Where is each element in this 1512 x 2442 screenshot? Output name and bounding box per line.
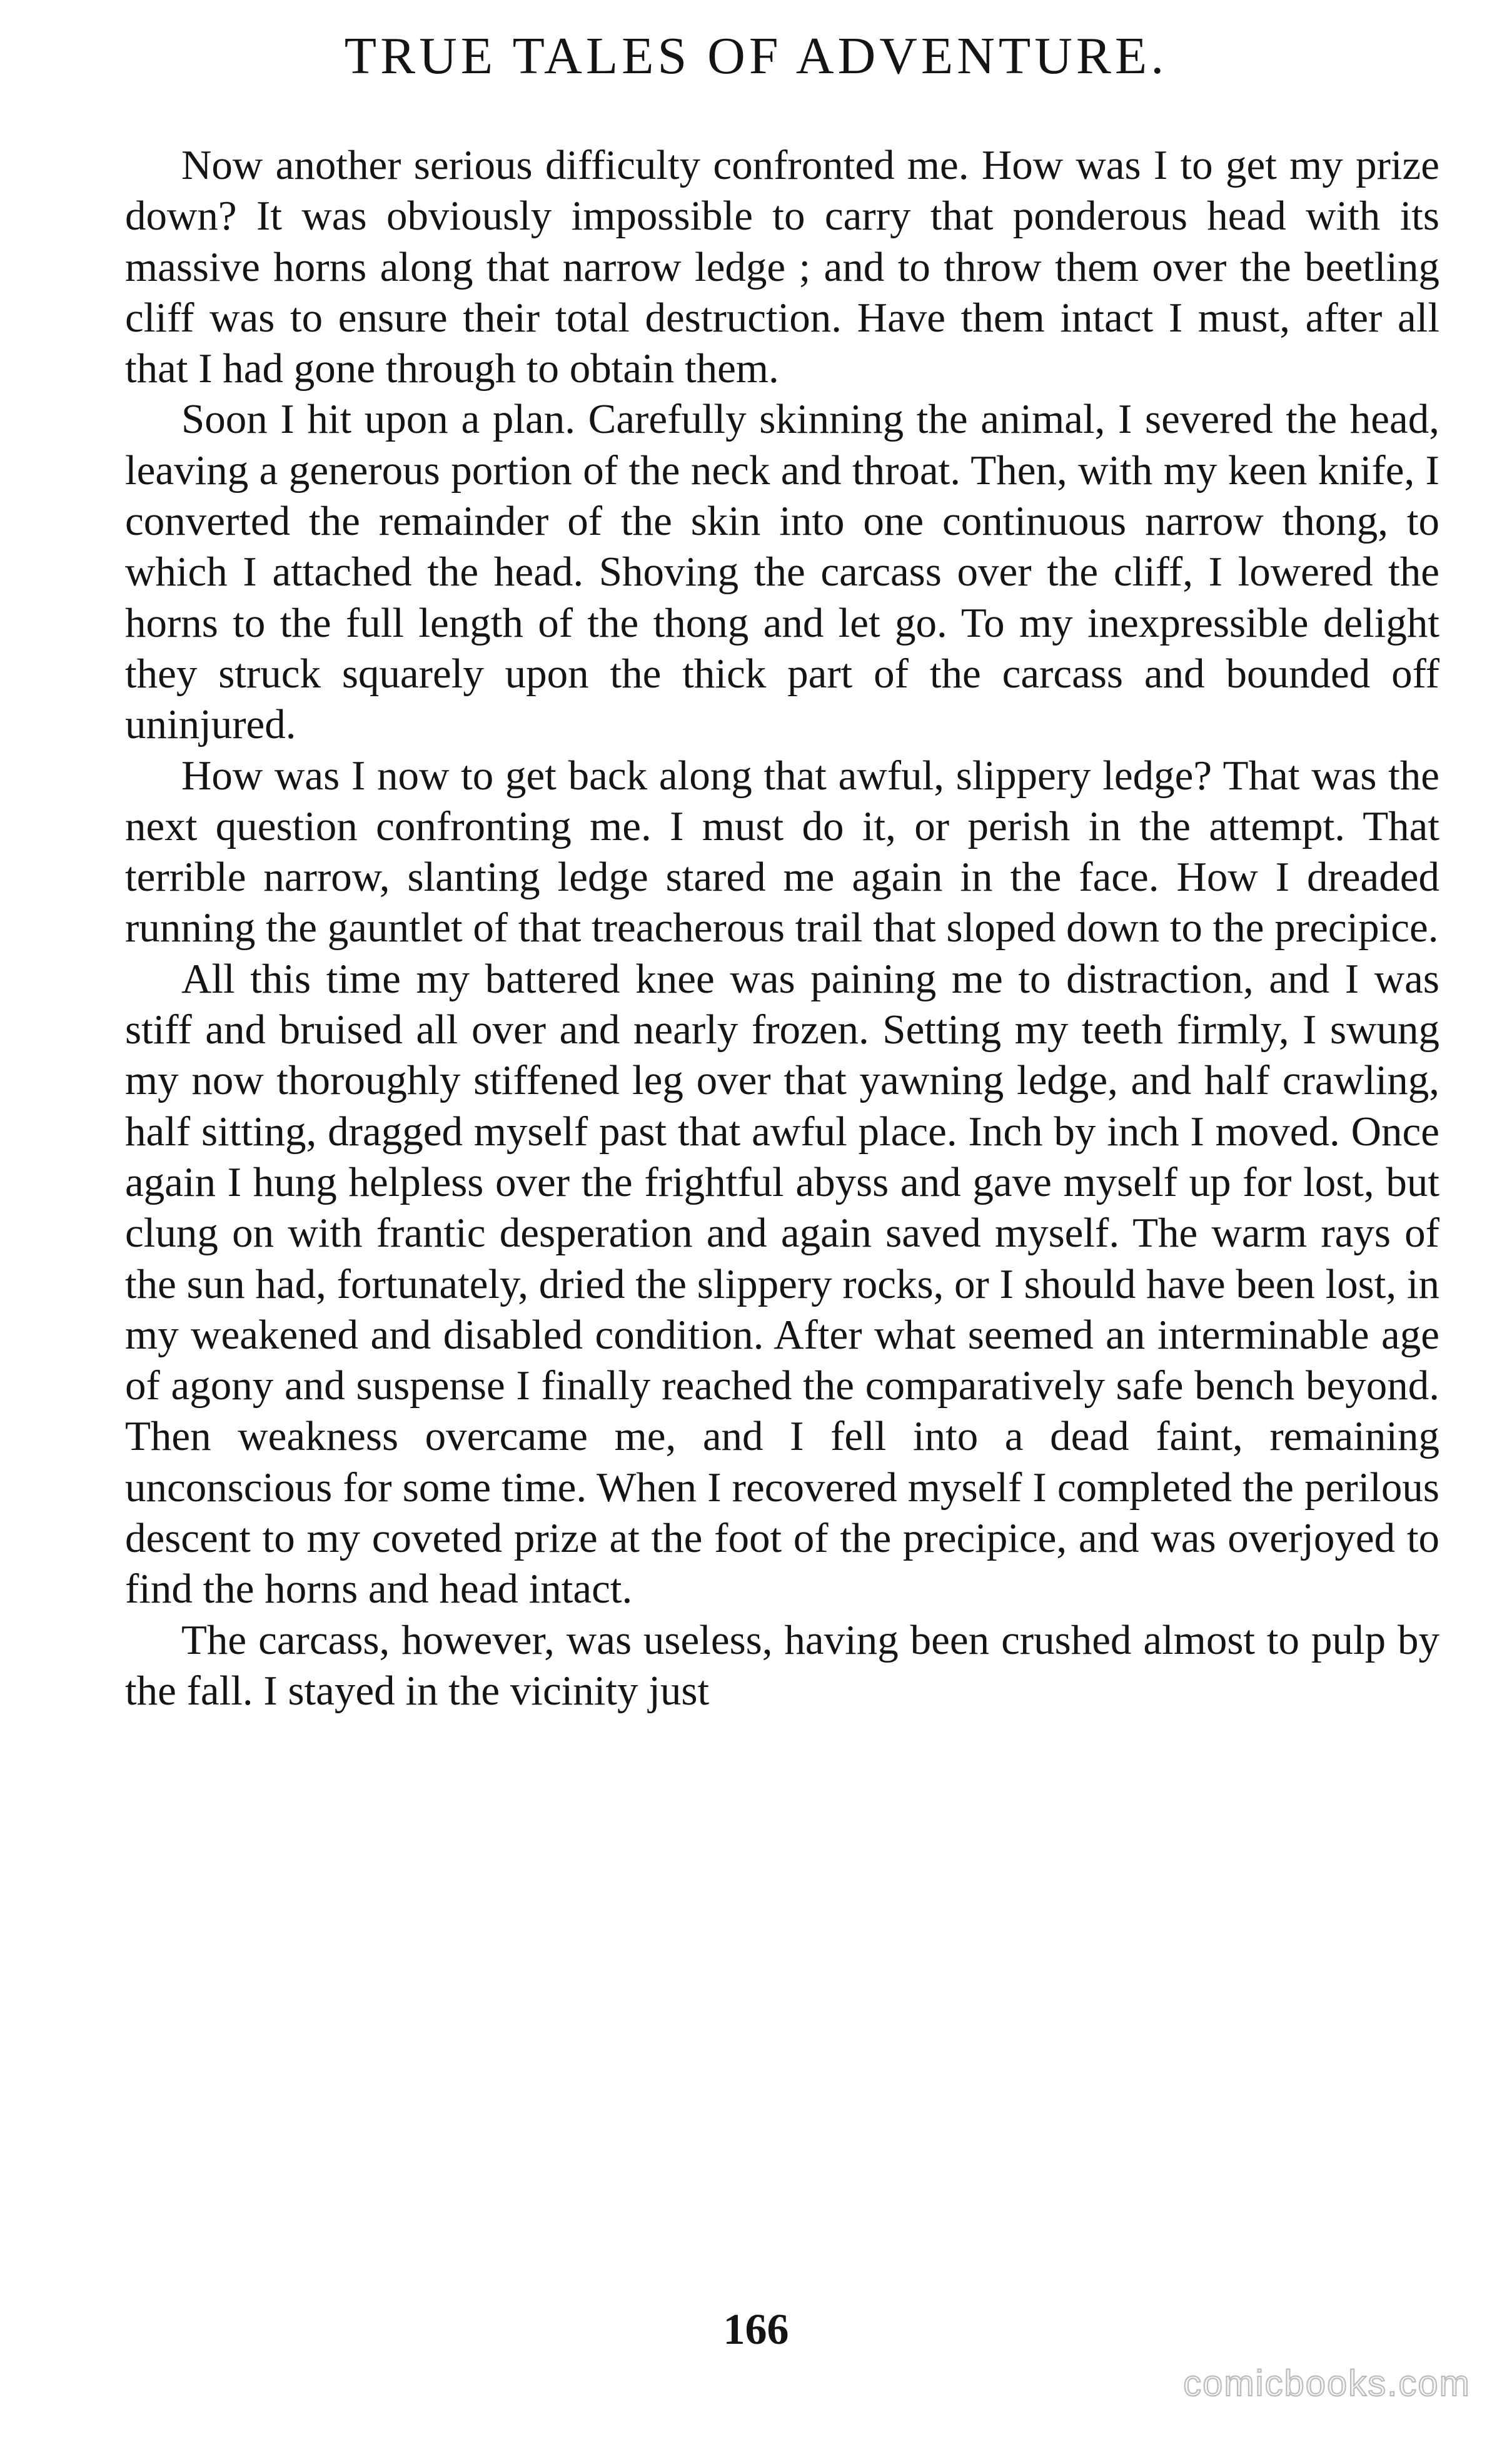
paragraph-3: How was I now to get back along that awful, slippery ledge? That was the next question confronting me. I must do it, or perish in the attempt. That terrible narrow, slanting ledge stared me again in the face. How I dreaded running the gauntlet of that treacherous trail that sloped down to the precipice. [125, 752, 1439, 951]
site-watermark: comicbooks.com [1183, 2363, 1471, 2404]
paragraph-2: Soon I hit upon a plan. Carefully skinning the animal, I severed the head, leaving a generous portion of the neck and throat. Then, with my keen knife, I converted the remainder of the skin into one continuous narrow thong, to which I attached the head. Shoving the carcass over the cliff, I lowered the horns to the full length of the thong and let go. To my inexpressible delight they struck squarely upon the thick part of the carcass and bounded off uninjured. [125, 396, 1439, 748]
paragraph-4: All this time my battered knee was paining me to distraction, and I was stiff and bruised all over and nearly frozen. Setting my teeth firmly, I swung my now thoroughly stiffened leg over that yawning ledge, and half crawling, half sitting, dragged myself past that awful place. Inch by inch I moved. Once again I hung helpless over the frightful abyss and gave myself up for lost, but clung on with frantic desperation and again saved myself. The warm rays of the sun had, fortunately, dried the slippery rocks, or I should have been lost, in my weakened and disabled condition. After what seemed an interminable age of agony and suspense I finally reached the comparatively safe bench beyond. Then weakness overcame me, and I fell into a dead faint, remaining unconscious for some time. When I recovered myself I completed the perilous descent to my coveted prize at the foot of the precipice, and was overjoyed to find the horns and head intact. [125, 955, 1439, 1613]
page-number: 166 [723, 2306, 789, 2354]
paragraph-5: The carcass, however, was useless, having been crushed almost to pulp by the fall. I stayed in the vicinity just [125, 1616, 1439, 1714]
running-head: TRUE TALES OF ADVENTURE. [344, 27, 1168, 85]
body-text [125, 140, 1439, 1716]
paragraph-1: Now another serious difficulty confronted me. How was I to get my prize down? It was obviously impossible to carry that ponderous head with its massive horns along that narrow ledge ; and to throw them over the beetling cliff was to ensure their total destruction. Have them intact I must, after all that I had gone through to obtain them. [125, 142, 1439, 392]
